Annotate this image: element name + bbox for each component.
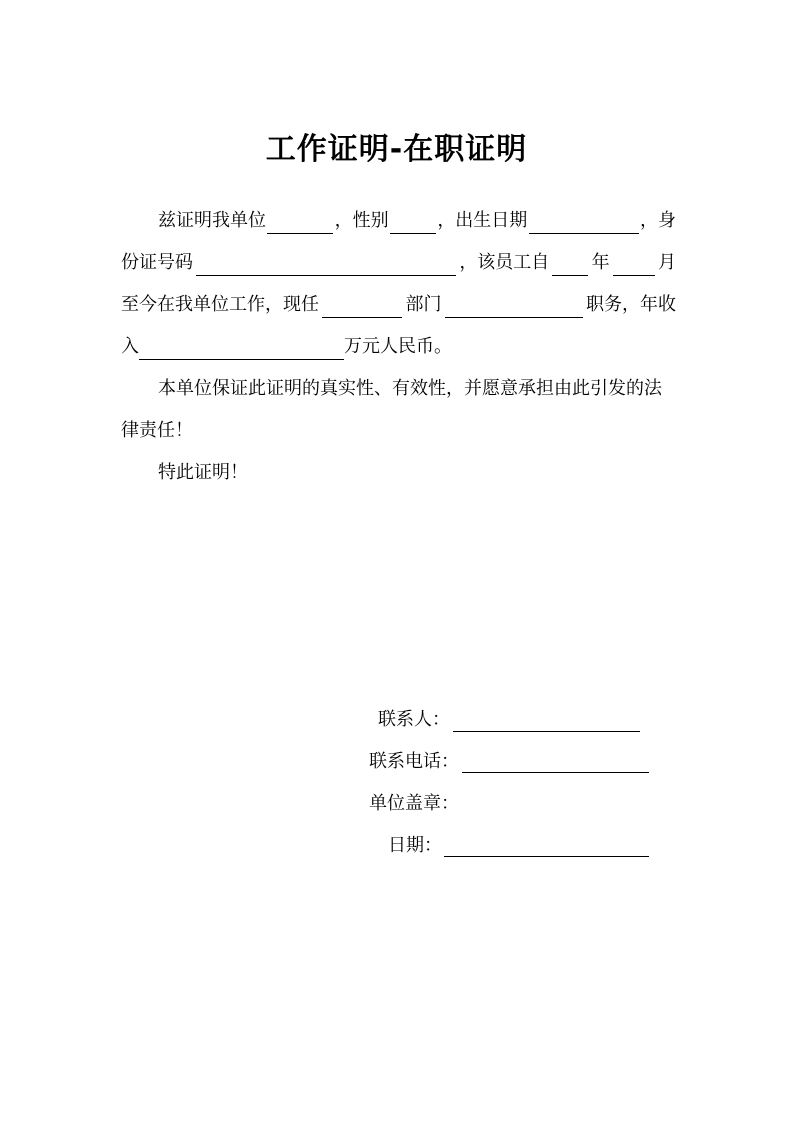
id-number-blank[interactable]: [196, 251, 456, 276]
department-blank[interactable]: [322, 293, 402, 318]
text-department: 部门: [405, 294, 442, 315]
text-job-income: 职务，年收: [586, 294, 676, 315]
text-year: 年: [591, 252, 610, 273]
paragraph-2-line-1: 本单位保证此证明的真实性、有效性，并愿意承担由此引发的法: [158, 378, 662, 399]
text-employee-since: ，该员工自: [459, 252, 550, 273]
text-birth-date: ，出生日期: [437, 210, 528, 231]
date-line[interactable]: [444, 856, 649, 857]
text-current-position: 至今在我单位工作，现任: [121, 294, 319, 315]
text-id-number: 份证号码: [121, 252, 193, 273]
paragraph-2-line-2: 律责任！: [121, 420, 193, 441]
contact-person-line[interactable]: [453, 731, 640, 732]
paragraph-1-line-3: [121, 284, 676, 326]
text-certify-unit: 兹证明我单位: [158, 210, 266, 231]
contact-person-label: 联系人：: [378, 709, 450, 730]
text-id-start: ，身: [639, 210, 676, 231]
paragraph-1-line-2: [121, 242, 676, 284]
paragraph-3: 特此证明！: [158, 462, 248, 483]
company-seal-label: 单位盖章：: [369, 793, 459, 814]
start-month-blank[interactable]: [613, 251, 655, 276]
paragraph-1-line-4: [121, 326, 676, 368]
birth-date-blank[interactable]: [529, 209, 639, 234]
gender-blank[interactable]: [390, 209, 436, 234]
date-label: 日期：: [388, 835, 442, 856]
text-month: 月: [657, 252, 676, 273]
annual-income-blank[interactable]: [139, 335, 344, 360]
text-income-unit: 万元人民币。: [344, 336, 452, 357]
document-title: 工作证明-在职证明: [265, 132, 528, 167]
contact-phone-label: 联系电话：: [369, 751, 459, 772]
start-year-blank[interactable]: [552, 251, 588, 276]
text-gender: ，性别: [334, 210, 389, 231]
job-title-blank[interactable]: [445, 293, 583, 318]
contact-phone-line[interactable]: [462, 772, 649, 773]
paragraph-1-line-1: [121, 200, 676, 242]
text-income-start: 入: [121, 336, 139, 357]
employee-name-blank[interactable]: [267, 209, 333, 234]
